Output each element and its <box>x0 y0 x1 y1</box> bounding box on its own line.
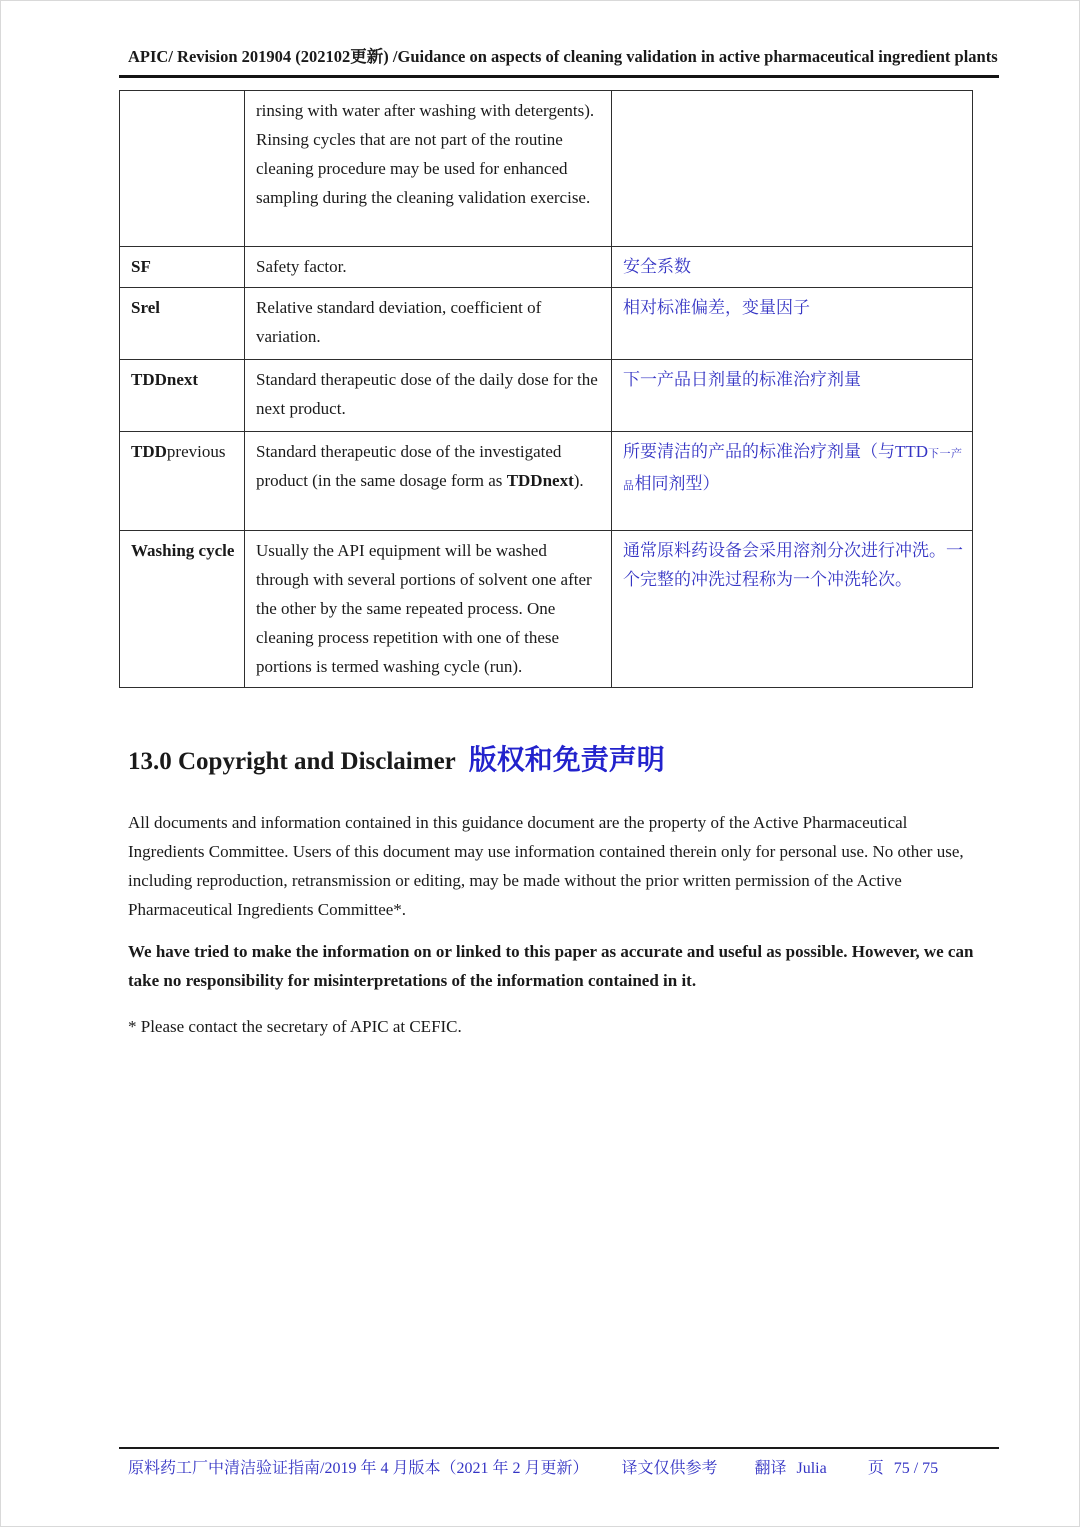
translation-cell <box>612 359 973 431</box>
term-cell <box>120 287 245 359</box>
translation-text: 下一产品日剂量的标准治疗剂量 <box>623 369 861 389</box>
table-row <box>120 359 973 431</box>
definition-text: rinsing with water after washing with detergents). Rinsing cycles that are not part of the routine cleaning procedure may be used for enhanced sampling during the cleaning validation exercise. <box>256 100 595 207</box>
definition-cell <box>245 530 612 687</box>
footer-page-number: 75 / 75 <box>893 1460 939 1477</box>
definition-text: ). <box>573 470 584 490</box>
header-rule <box>119 75 999 78</box>
definition-text-bold: TDDnext <box>506 470 574 490</box>
term-cell <box>120 530 245 687</box>
disclaimer-paragraph: We have tried to make the information on or linked to this paper as accurate and useful as possible. However, we can take no responsibility for misinterpretations of the information contained in it. <box>128 941 974 990</box>
copyright-paragraph: All documents and information contained in this guidance document are the property of the Active Pharmaceutical Ingredients Committee. Users of this document may use information contained therein only for personal use. No other use, including reproduction, retransmission or editing, may be made without the prior written permission of the Active Pharmaceutical Ingredients Committee*. <box>128 812 964 919</box>
definition-text: Usually the API equipment will be washed through with several portions of solvent one after the other by the same repeated process. One cleaning process repetition with one of these portions is termed washing cycle (run). <box>256 540 592 676</box>
definition-text: Standard therapeutic dose of the investigated product (in the same dosage form as <box>256 441 562 490</box>
footer-reference-note: 译文仅供参考 <box>621 1460 718 1477</box>
translation-cell <box>612 431 973 530</box>
section-title-english: 13.0 Copyright and Disclaimer <box>128 747 456 775</box>
translation-subscript: 下一产品 <box>623 447 963 492</box>
term-cell <box>120 90 245 246</box>
table-row <box>120 431 973 530</box>
term-text: TDDnext <box>131 369 199 389</box>
footer-document-title: 原料药工厂中清洁验证指南/2019 年 4 月版本（2021 年 2 月更新） <box>128 1460 589 1477</box>
term-text: SF <box>131 256 151 276</box>
term-cell <box>120 359 245 431</box>
footer-translator-label: 翻译 <box>754 1460 787 1477</box>
translation-text: 所要清洁的产品的标准治疗剂量（与TTD <box>623 441 929 461</box>
definition-cell <box>245 287 612 359</box>
term-text: Washing cycle <box>131 540 235 560</box>
translation-text: 安全系数 <box>623 256 691 276</box>
glossary-table <box>119 90 973 688</box>
table-row <box>120 246 973 287</box>
section-title-chinese: 版权和免责声明 <box>468 744 665 776</box>
page-header <box>1 1 1079 78</box>
definition-cell <box>245 90 612 246</box>
table-row <box>120 90 973 246</box>
header-title: APIC/ Revision 201904 (202102更新) /Guidance on aspects of cleaning validation in active pharmaceutical ingredient plants <box>128 47 998 66</box>
table-row <box>120 287 973 359</box>
term-text-regular: previous <box>166 441 226 461</box>
translation-text: 相同剂型） <box>634 473 720 493</box>
definition-cell <box>245 431 612 530</box>
translation-cell <box>612 90 973 246</box>
section-heading <box>128 744 1079 779</box>
translation-cell <box>612 530 973 687</box>
footer-page-label: 页 <box>867 1460 884 1477</box>
term-cell <box>120 246 245 287</box>
translation-cell <box>612 246 973 287</box>
definition-cell <box>245 246 612 287</box>
translation-cell <box>612 287 973 359</box>
definition-text: Relative standard deviation, coefficient of variation. <box>256 297 542 346</box>
term-text: Srel <box>131 297 160 317</box>
definition-text: Safety factor. <box>256 256 347 276</box>
translation-text: 相对标准偏差，变量因子 <box>623 297 810 317</box>
contact-footnote: * Please contact the secretary of APIC at CEFIC. <box>128 1016 462 1036</box>
term-text-bold: TDD <box>131 441 167 461</box>
page-footer <box>119 1447 999 1478</box>
term-cell <box>120 431 245 530</box>
translation-text: 通常原料药设备会采用溶剂分次进行冲洗。一个完整的冲洗过程称为一个冲洗轮次。 <box>623 540 963 589</box>
definition-cell <box>245 359 612 431</box>
footer-translator-name: Julia <box>796 1460 827 1477</box>
definition-text: Standard therapeutic dose of the daily dose for the next product. <box>256 369 598 418</box>
table-row <box>120 530 973 687</box>
